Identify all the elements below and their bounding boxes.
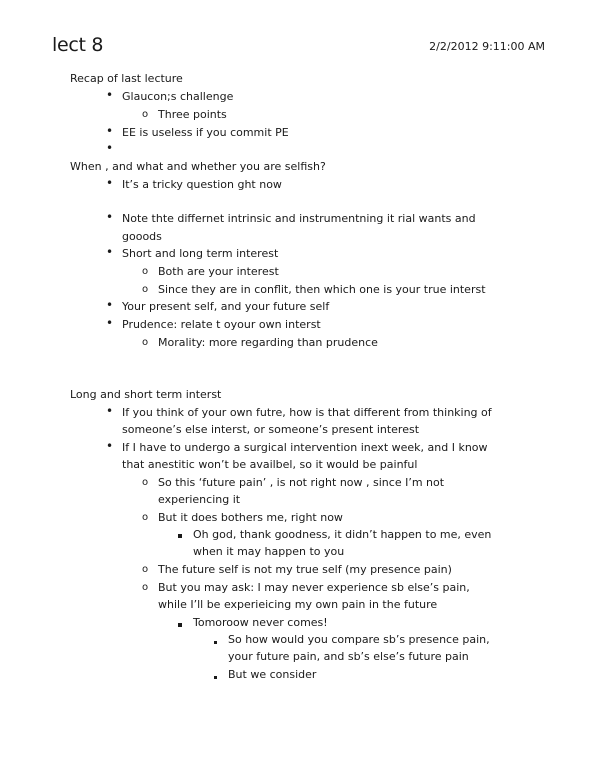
note-line-cont: that anestitic won’t be availbel, so it would be painful: [122, 458, 418, 471]
page-title: lect 8: [52, 34, 104, 56]
note-line: Glaucon;s challenge: [122, 90, 234, 103]
note-line: So this ‘future pain’ , is not right now , since I’m not: [158, 476, 445, 489]
bullet-o: [142, 510, 148, 523]
note-line: The future self is not my true self (my presence pain): [158, 563, 452, 576]
bullet-dot: [106, 141, 113, 155]
note-line: Note thte differnet intrinsic and instrumentning it rial wants and: [122, 212, 476, 225]
note-line: Tomoroow never comes!: [193, 616, 328, 629]
bullet-dot: [106, 210, 113, 224]
note-line: But it does bothers me, right now: [158, 511, 343, 524]
bullet-dot: [106, 88, 113, 102]
bullet-o: [142, 562, 148, 575]
note-line-cont: while I’ll be experieicing my own pain in the future: [158, 598, 438, 611]
note-line: If you think of your own futre, how is that different from thinking of: [122, 406, 492, 419]
bullet-o: [142, 580, 148, 593]
note-line: If I have to undergo a surgical intervention inext week, and I know: [122, 441, 488, 454]
bullet-dot: [106, 298, 113, 312]
bullet-dot: [106, 404, 113, 418]
bullet-dot: [106, 439, 113, 453]
note-line: But we consider: [228, 668, 317, 681]
bullet-square: [178, 617, 182, 630]
note-line: Since they are in conflit, then which one is your true interst: [158, 283, 486, 296]
note-line: Morality: more regarding than prudence: [158, 336, 378, 349]
page-date: 2/2/2012 9:11:00 AM: [429, 40, 545, 53]
bullet-dot: [106, 316, 113, 330]
note-line-heading: When , and what and whether you are selfish?: [70, 160, 326, 173]
note-line-cont: gooods: [122, 230, 162, 243]
note-line: Oh god, thank goodness, it didn’t happen to me, even: [193, 528, 492, 541]
note-line-heading: Long and short term interst: [70, 388, 222, 401]
bullet-o: [142, 475, 148, 488]
note-line-cont: experiencing it: [158, 493, 241, 506]
note-line-cont: when it may happen to you: [193, 545, 345, 558]
bullet-dot: [106, 245, 113, 259]
bullet-o: [142, 264, 148, 277]
note-line: Three points: [158, 108, 227, 121]
bullet-small-square: [214, 669, 217, 682]
note-line: Both are your interest: [158, 265, 279, 278]
note-line: So how would you compare sb’s presence pain,: [228, 633, 490, 646]
note-line: EE is useless if you commit PE: [122, 126, 289, 139]
bullet-o: [142, 107, 148, 120]
bullet-small-square: [214, 634, 217, 647]
note-line: Prudence: relate t oyour own interst: [122, 318, 321, 331]
note-line: Your present self, and your future self: [122, 300, 330, 313]
bullet-dot: [106, 124, 113, 138]
note-line: But you may ask: I may never experience sb else’s pain,: [158, 581, 470, 594]
bullet-o: [142, 335, 148, 348]
note-line: It’s a tricky question ght now: [122, 178, 282, 191]
bullet-dot: [106, 176, 113, 190]
note-line-heading: Recap of last lecture: [70, 72, 183, 85]
bullet-o: [142, 282, 148, 295]
note-line-cont: someone’s else interst, or someone’s present interest: [122, 423, 420, 436]
bullet-square: [178, 528, 182, 541]
note-line: Short and long term interest: [122, 247, 279, 260]
note-line-cont: your future pain, and sb’s else’s future pain: [228, 650, 469, 663]
